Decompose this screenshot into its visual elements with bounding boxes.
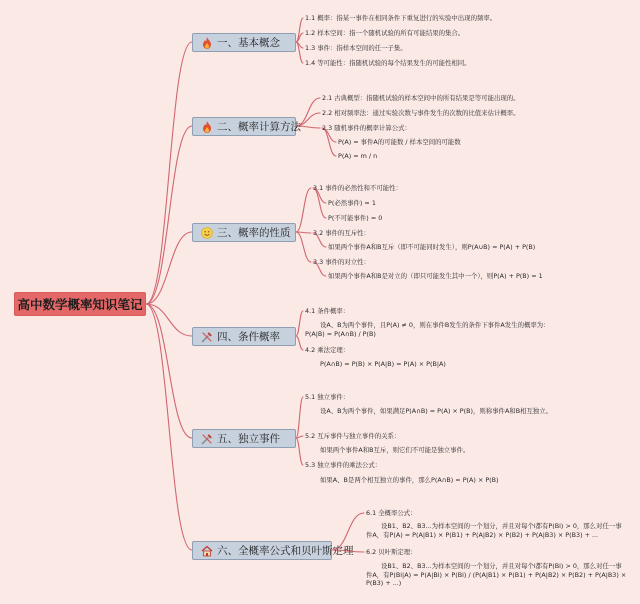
leaf-text: 2.3 随机事件的概率计算公式： [322,124,411,132]
root-node-title: 高中数学概率知识笔记 [14,292,146,316]
leaf-connector [296,438,303,465]
leaf-text: 6.1 全概率公式： [366,509,417,517]
branch-label: 一、基本概念 [217,37,280,49]
leaf-text: 5.2 互斥事件与独立事件的关系： [305,432,401,440]
leaf-connector [296,232,311,262]
leaf-text: 6.2 贝叶斯定理： [366,548,417,556]
formula-text: P(不可能事件) = 0 [328,214,383,222]
leaf-text: 3.2 事件的互斥性： [313,229,370,237]
flame-icon [201,37,213,49]
leaf-text: 1.4 等可能性：指随机试验的每个结果发生的可能性相同。 [305,59,471,67]
leaf-text: 5.3 独立事件的乘法公式： [305,461,382,469]
root-connector [146,42,192,304]
leaf-text: 4.1 条件概率： [305,307,350,315]
leaf-connector [296,311,303,336]
leaf-text: 3.1 事件的必然性和不可能性： [313,184,402,192]
branch-label: 四、条件概率 [217,331,280,343]
leaf-connector [296,336,303,350]
branch-label: 六、全概率公式和贝叶斯定理 [217,545,354,557]
root-connector [146,126,192,304]
leaf-text: 1.3 事件：指样本空间的任一子集。 [305,44,407,52]
leaf-text: 4.2 乘法定理： [305,346,350,354]
formula-text: 如果A、B是两个相互独立的事件，那么P(A∩B) = P(A) × P(B) [320,476,499,484]
root-connector [146,304,192,438]
leaf-text: 1.1 概率：指某一事件在相同条件下重复进行的实验中出现的频率。 [305,14,497,22]
leaf-text: 如果两个事件A和B互斥（即不可能同时发生），则P(A∪B) = P(A) + P(B) [328,243,536,251]
branch-conditional-probability [192,327,296,346]
leaf-text: 1.2 样本空间：指一个随机试验的所有可能结果的集合。 [305,29,465,37]
formula-text: P(必然事件) = 1 [328,199,376,207]
branch-label: 二、概率计算方法 [217,121,301,133]
leaf-text: 2.2 相对频率法：通过实验次数与事件发生的次数的比值来估计概率。 [322,109,520,117]
branch-label: 三、概率的性质 [217,227,291,239]
branch-probability-calculation [192,117,301,136]
leaf-text: 设B1、B2、B3...为样本空间的一个划分，并且对每个i都有P(Bi) > 0，那么对任一事件A，有P(A) = P(A|B1) × P(B1) + P(A|B2) × P(B2) + P(A|B3) × P(B3) + ... [366,522,622,539]
formula-text: P(A) = 事件A的可能数 / 样本空间的可能数 [338,138,461,146]
formula-text: P(A) = m / n [338,152,378,160]
leaf-text: 3.3 事件的对立性： [313,258,370,266]
root-connector [146,304,192,550]
formula-text: P(A∩B) = P(B) × P(A|B) = P(A) × P(B|A) [320,360,446,368]
leaf-text: 5.1 独立事件： [305,393,350,401]
leaf-text: 设B1、B2、B3...为样本空间的一个划分，并且对每个i都有P(Bi) > 0，那么对任一事件A，有P(Bi|A) = P(A|Bi) × P(Bi) / (P(A|B1) × P(B1) + P(A|B2) × P(B2) + P(A|B3) × P(B3) + ...) [366,562,627,588]
house-icon [201,545,213,557]
leaf-text: 设A、B为两个事件，且P(A) ≠ 0，则在事件B发生的条件下事件A发生的概率为：P(A|B) = P(A∩B) / P(B) [305,321,550,338]
leaf-text: 设A、B为两个事件，如果满足P(A∩B) = P(A) × P(B)，则称事件A和B相互独立。 [320,407,553,415]
leaf-text: 如果两个事件A和B互斥，则它们不可能是独立事件。 [320,446,470,454]
branch-label: 五、独立事件 [217,433,280,445]
root-connector [146,232,192,304]
leaf-text: 如果两个事件A和B是对立的（即只可能发生其中一个），则P(A) + P(B) = 1 [328,272,543,280]
leaf-connector [296,397,303,438]
leaf-connector [296,188,311,232]
branch-total-probability-bayes [192,541,354,560]
branch-basic-concepts [192,33,296,52]
leaf-text: 2.1 古典概型：指随机试验的样本空间中的所有结果是等可能出现的。 [322,94,520,102]
smile-icon [201,227,213,239]
tools-icon [201,433,213,445]
tools-icon [201,331,213,343]
branch-independent-events [192,429,296,448]
flame-icon [201,121,213,133]
branch-probability-properties [192,223,296,242]
